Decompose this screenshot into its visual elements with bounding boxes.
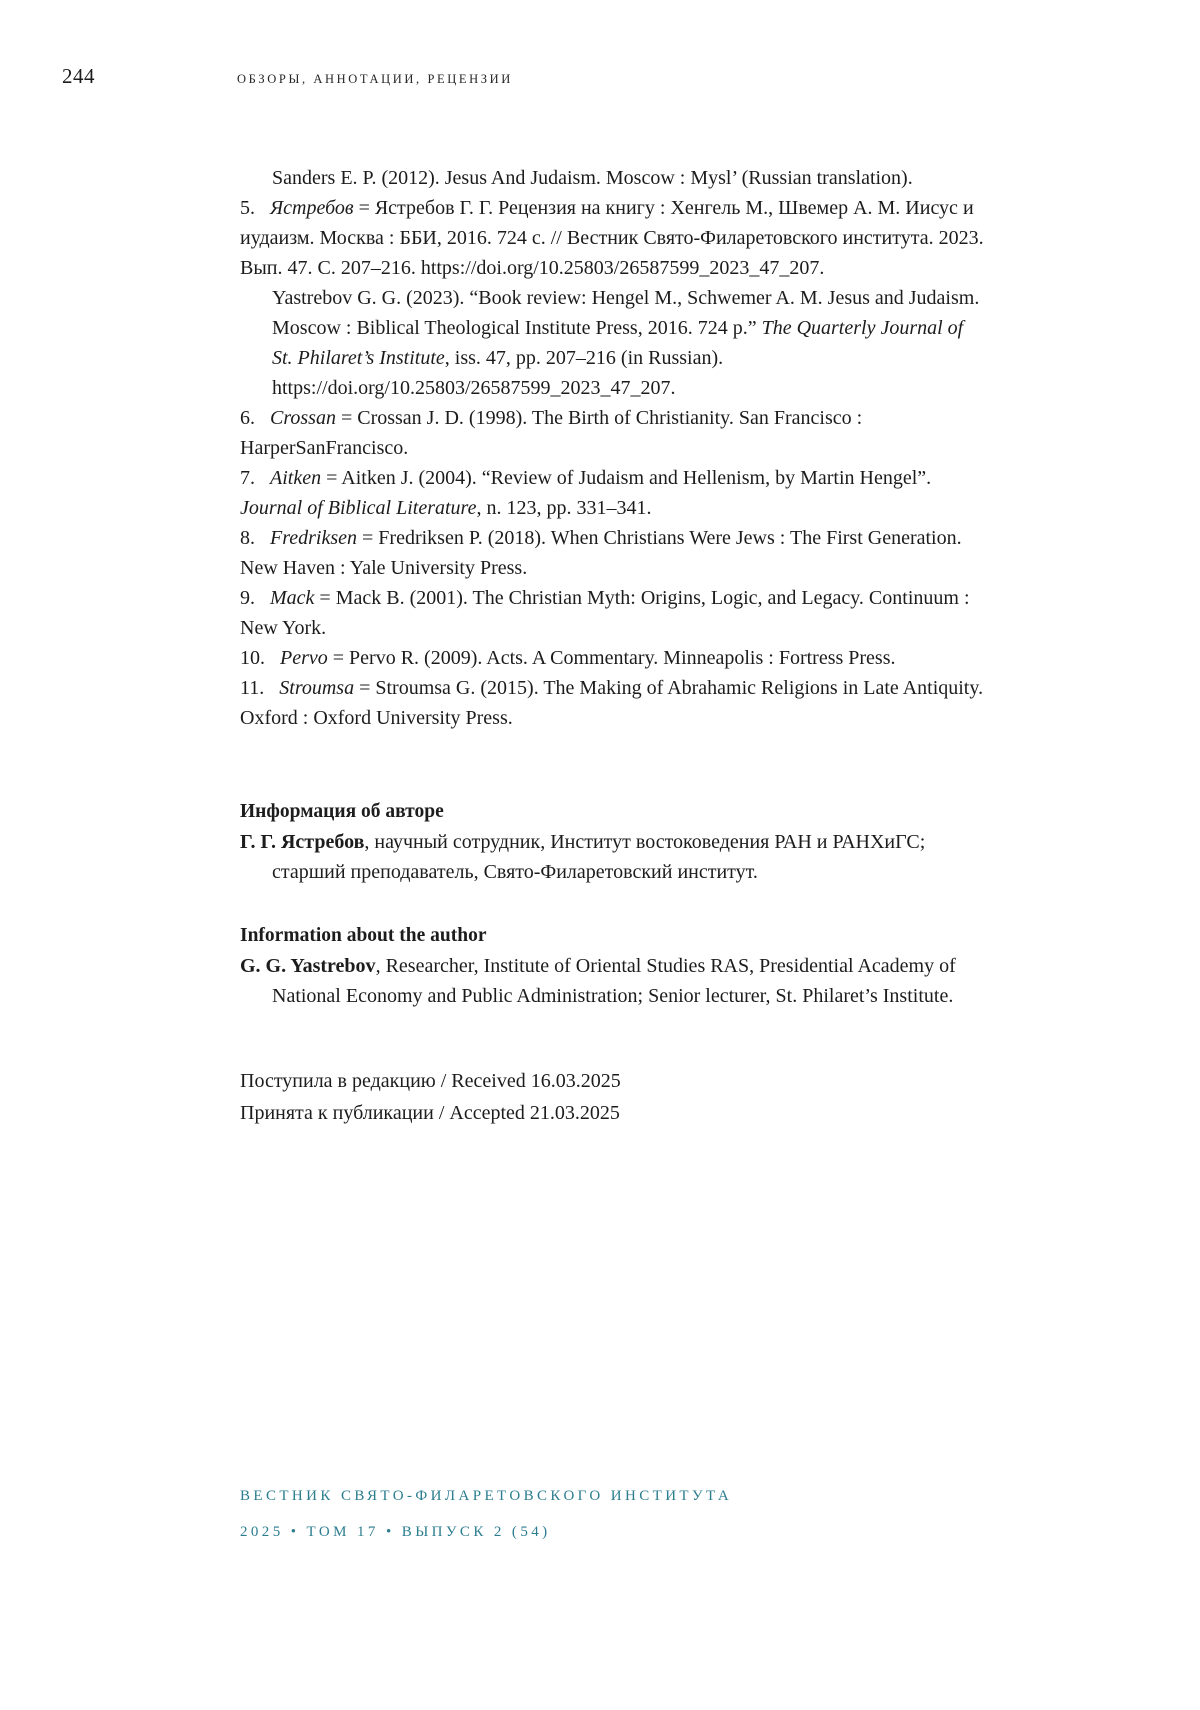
reference-text-segment: = Pervo R. (2009). Acts. A Commentary. Minneapolis : Fortress Press. (327, 647, 896, 669)
reference-number: 11. (240, 677, 265, 699)
author-description-text: , научный сотрудник, Институт востоковедения РАН и РАНХиГС; старший преподаватель, Свято-Филаретовский институт. (272, 831, 926, 883)
reference-text-segment: Mack (270, 587, 315, 609)
references-list (240, 163, 988, 733)
reference-item (240, 643, 988, 673)
received-date: Поступила в редакцию / Received 16.03.2025 (240, 1070, 621, 1092)
reference-item (240, 583, 988, 643)
author-description-text: , Researcher, Institute of Oriental Studies RAS, Presidential Academy of National Economy and Public Administration; Senior lecturer, St. Philaret’s Institute. (272, 955, 956, 1007)
section-heading: Information about the author (240, 925, 487, 946)
reference-text-segment: = Crossan J. D. (1998). The Birth of Christianity. San Francisco : HarperSanFrancisco. (240, 407, 863, 459)
author-info-ru-section (240, 797, 988, 887)
submission-dates (240, 1065, 988, 1129)
author-name: G. G. Yastrebov (240, 955, 376, 977)
reference-item (240, 163, 988, 193)
section-heading: Информация об авторе (240, 801, 444, 822)
reference-text-segment: Journal of Biblical Literature (240, 497, 477, 519)
reference-item (240, 523, 988, 583)
reference-text-segment: = Stroumsa G. (2015). The Making of Abrahamic Religions in Late Antiquity. Oxford : Oxford University Press. (240, 677, 984, 729)
reference-number: 6. (240, 407, 255, 429)
reference-item (240, 463, 988, 523)
reference-text-segment: , n. 123, pp. 331–341. (476, 497, 652, 519)
reference-text-segment: The Quarterly Journal of St. Philaret’s Institute (272, 317, 964, 369)
reference-text-segment: Crossan (270, 407, 336, 429)
reference-item (240, 193, 988, 283)
reference-text-segment: Sanders E. P. (2012). Jesus And Judaism. Moscow : Mysl’ (Russian translation). (272, 167, 913, 189)
reference-text-segment: Aitken (270, 467, 322, 489)
journal-footer (240, 1478, 732, 1550)
reference-number: 5. (240, 197, 255, 219)
page-number: 244 (62, 64, 95, 88)
reference-number: 8. (240, 527, 255, 549)
reference-number: 7. (240, 467, 255, 489)
reference-text-segment: = Fredriksen P. (2018). When Christians Were Jews : The First Generation. New Haven : Yale University Press. (240, 527, 962, 579)
reference-text-segment: Stroumsa (279, 677, 355, 699)
accepted-date: Принята к публикации / Accepted 21.03.2025 (240, 1102, 620, 1124)
reference-text-segment: Yastrebov G. G. (2023). “Book review: Hengel M., Schwemer A. M. Jesus and Judaism. Moscow : Biblical Theological Institute Press, 2016. 724 p.” (272, 287, 980, 339)
reference-number: 10. (240, 647, 265, 669)
reference-item (240, 283, 988, 403)
reference-text-segment: Ястребов (270, 197, 354, 219)
reference-text-segment: = Mack B. (2001). The Christian Myth: Origins, Logic, and Legacy. Continuum : New York. (240, 587, 970, 639)
author-name: Г. Г. Ястребов (240, 831, 365, 853)
page-content (240, 163, 988, 1129)
author-description (240, 951, 988, 1011)
reference-item (240, 403, 988, 463)
journal-title: ВЕСТНИК СВЯТО-ФИЛАРЕТОВСКОГО ИНСТИТУТА (240, 1488, 733, 1504)
reference-item (240, 673, 988, 733)
running-head: ОБЗОРЫ, АННОТАЦИИ, РЕЦЕНЗИИ (237, 72, 513, 86)
author-description (240, 827, 988, 887)
reference-number: 9. (240, 587, 255, 609)
journal-issue: 2025 • ТОМ 17 • ВЫПУСК 2 (54) (240, 1524, 551, 1540)
reference-text-segment: = Ястребов Г. Г. Рецензия на книгу : Хенгель М., Швемер А. М. Иисус и иудаизм. Москва : ББИ, 2016. 724 с. // Вестник Свято-Филаретовского института. 2023. Вып. 47. С. 207–216. https://doi.org/10.25803/26587599_2023_47_207. (240, 197, 984, 279)
reference-text-segment: , iss. 47, pp. 207–216 (in Russian). https://doi.org/10.25803/26587599_2023_47_207. (272, 347, 724, 399)
reference-text-segment: = Aitken J. (2004). “Review of Judaism and Hellenism, by Martin Hengel”. (321, 467, 932, 489)
author-info-en-section (240, 921, 988, 1011)
reference-text-segment: Pervo (280, 647, 328, 669)
reference-text-segment: Fredriksen (270, 527, 358, 549)
